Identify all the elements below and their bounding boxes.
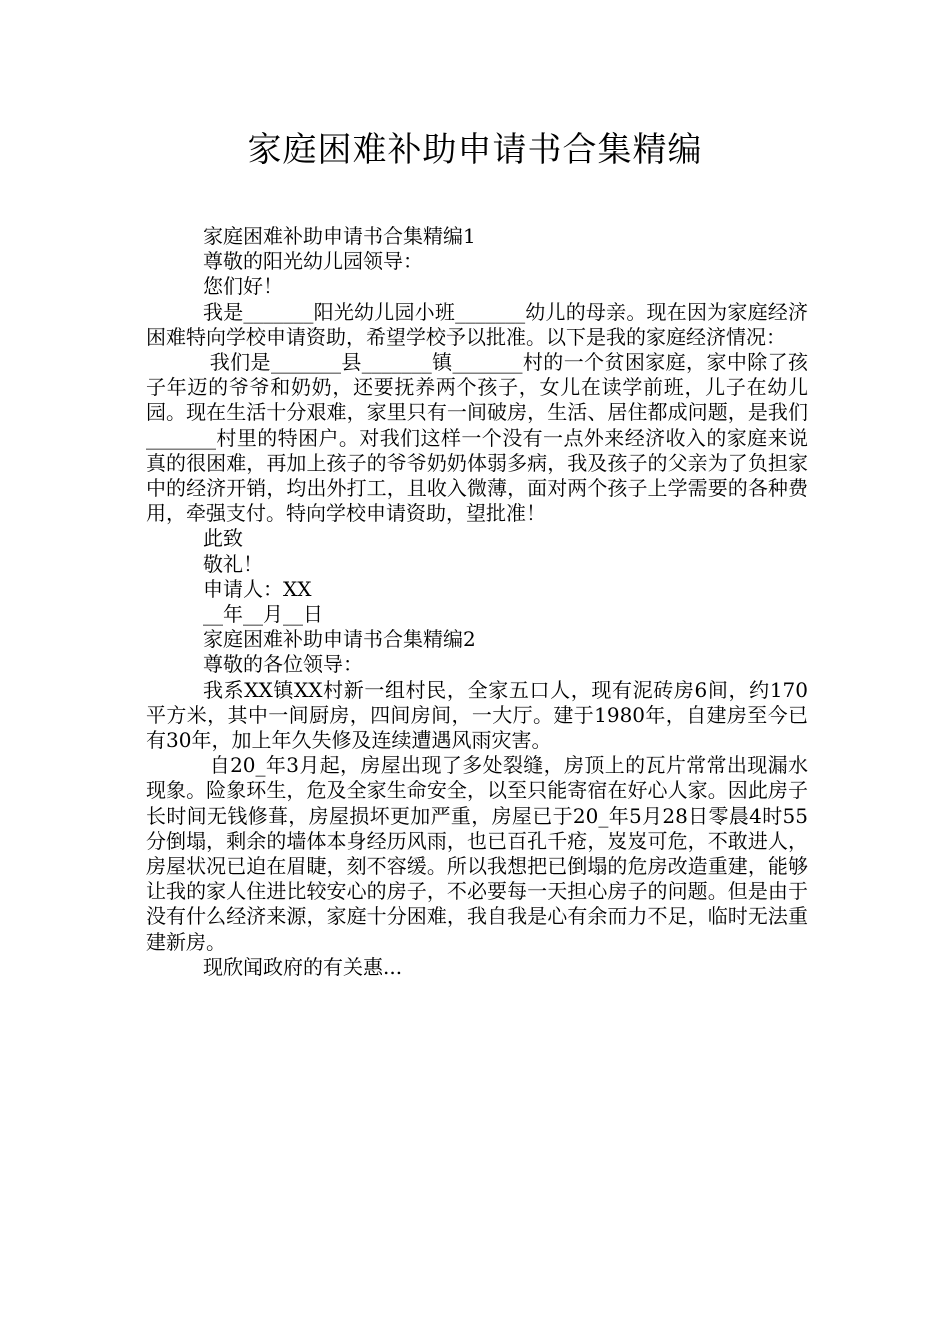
body-paragraph: 我是_______阳光幼儿园小班_______幼儿的母亲。现在因为家庭经济困难特向学校申请资助，希望学校予以批准。以下是我的家庭经济情况： xyxy=(146,299,808,349)
section-heading-2: 家庭困难补助申请书合集精编2 xyxy=(203,627,476,652)
date-line: __年__月__日 xyxy=(203,602,323,627)
applicant-line: 申请人：XX xyxy=(203,576,312,601)
body-paragraph: 我们是_______县_______镇_______村的一个贫困家庭，家中除了孩子年迈的爷爷和奶奶，还要抚养两个孩子，女儿在读学前班，儿子在幼儿园。现在生活十分艰难，家里只有一间破房，生活、居住都成问题，是我们_______村里的特困户。对我们这样一个没有一点外来经济收入的家庭来说真的很困难，再加上孩子的爷爷奶奶体弱多病，我及孩子的父亲为了负担家中的经济开销，均出外打工，且收入微薄，面对两个孩子上学需要的各种费用，牵强支付。特向学校申请资助，望批准！ xyxy=(146,350,809,526)
closing-line: 此致 xyxy=(203,526,243,551)
salutation: 尊敬的各位领导： xyxy=(203,652,363,677)
body-paragraph: 自20_年3月起，房屋出现了多处裂缝，房顶上的瓦片常常出现漏水现象。险象环生，危及全家生命安全，以至只能寄宿在好心人家。因此房子长时间无钱修葺，房屋损坏更加严重，房屋已于20_年5月28日零晨4时55分倒塌，剩余的墙体本身经历风雨，也已百孔千疮，岌岌可危，不敢进人，房屋状况已迫在眉睫，刻不容缓。所以我想把已倒塌的危房改造重建，能够让我的家人住进比较安心的房子，不必要每一天担心房子的问题。但是由于没有什么经济来源，家庭十分困难，我自我是心有余而力不足，临时无法重建新房。 xyxy=(146,753,808,954)
document-body xyxy=(146,224,808,980)
section-heading-1: 家庭困难补助申请书合集精编1 xyxy=(203,224,476,248)
greeting: 您们好！ xyxy=(203,274,283,299)
body-paragraph: 现欣闻政府的有关惠... xyxy=(203,954,403,979)
salutation: 尊敬的阳光幼儿园领导： xyxy=(203,249,423,274)
body-paragraph: 我系XX镇XX村新一组村民，全家五口人，现有泥砖房6间，约170平方米，其中一间厨房，四间房间，一大厅。建于1980年，自建房至今已有30年，加上年久失修及连续遭遇风雨灾害。 xyxy=(146,677,808,753)
closing-salute: 敬礼！ xyxy=(203,551,263,576)
page-title: 家庭困难补助申请书合集精编 xyxy=(247,130,703,170)
